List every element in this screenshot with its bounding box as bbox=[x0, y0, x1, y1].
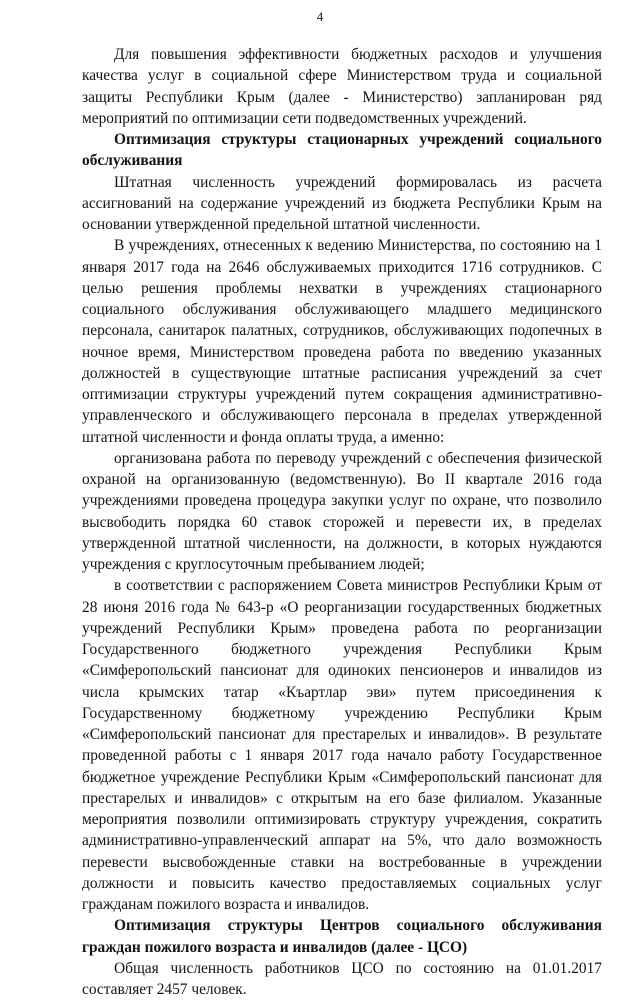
section-heading-cso: Оптимизация структуры Центров социального обслуживания граждан пожилого возраста и инвалидов (далее - ЦСО) bbox=[82, 917, 602, 956]
paragraph-staff-formation: Штатная численность учреждений формировалась из расчета ассигнований на содержание учреждений из бюджета Республики Крым на основании утвержденной предельной штатной численности. bbox=[82, 173, 602, 233]
paragraph-reorganization: в соответствии с распоряжением Совета министров Республики Крым от 28 июня 2016 года № 643-р «О реорганизации государственных бюджетных учреждений Республики Крым» проведена работа по реорганизации Государственного бюджетного учреждения Республики Крым «Симферопольский пансионат для одиноких пенсионеров и инвалидов из числа крымских татар «Къартлар эви» путем присоединения к Государственному бюджетному учреждению Республики Крым «Симферопольский пансионат для престарелых и инвалидов». В результате проведенной работы с 1 января 2017 года начало работу Государственное бюджетное учреждение Республики Крым «Симферопольский пансионат для престарелых и инвалидов» с открытым на его базе филиалом. Указанные мероприятия позволили оптимизировать структуру учреждения, сократить административно-управленческий аппарат на 5%, что дало возможность перевести высвобожденные ставки на востребованные в учреждении должности и повысить качество предоставляемых социальных услуг гражданам пожилого возраста и инвалидов. bbox=[82, 577, 602, 913]
paragraph-cso-count: Общая численность работников ЦСО по состоянию на 01.01.2017 составляет 2457 человек. bbox=[82, 959, 602, 998]
page-number: 4 bbox=[316, 9, 324, 24]
paragraph-intro: Для повышения эффективности бюджетных расходов и улучшения качества услуг в социальной сфере Министерством труда и социальной защиты Республики Крым (далее - Министерство) запланирован ряд мероприятий по оптимизации сети подведомственных учреждений. bbox=[82, 46, 602, 127]
section-heading-stationary: Оптимизация структуры стационарных учреждений социального обслуживания bbox=[82, 131, 602, 170]
document-body bbox=[82, 44, 602, 1000]
paragraph-staff-count: В учреждениях, отнесенных к ведению Министерства, по состоянию на 1 января 2017 года на 2646 обслуживаемых приходится 1716 сотрудников. С целью решения проблемы нехватки в учреждениях стационарного социального обслуживания обслуживающего младшего медицинского персонала, санитарок палатных, сотрудников, обслуживающих подопечных в ночное время, Министерством проведена работа по введению указанных должностей в существующие штатные расписания учреждений за счет оптимизации структуры учреждений путем сокращения административно-управленческого и обслуживающего персонала в пределах утвержденной штатной численности и фонда оплаты труда, а именно: bbox=[82, 237, 602, 446]
paragraph-security: организована работа по переводу учреждений с обеспечения физической охраной на организованную (ведомственную). Во II квартале 2016 года учреждениями проведена процедура закупки услуг по охране, что позволило высвободить порядка 60 ставок сторожей и перевести их, в пределах утвержденной штатной численности, на должности, в которых нуждаются учреждения с круглосуточным пребыванием людей; bbox=[82, 449, 602, 573]
